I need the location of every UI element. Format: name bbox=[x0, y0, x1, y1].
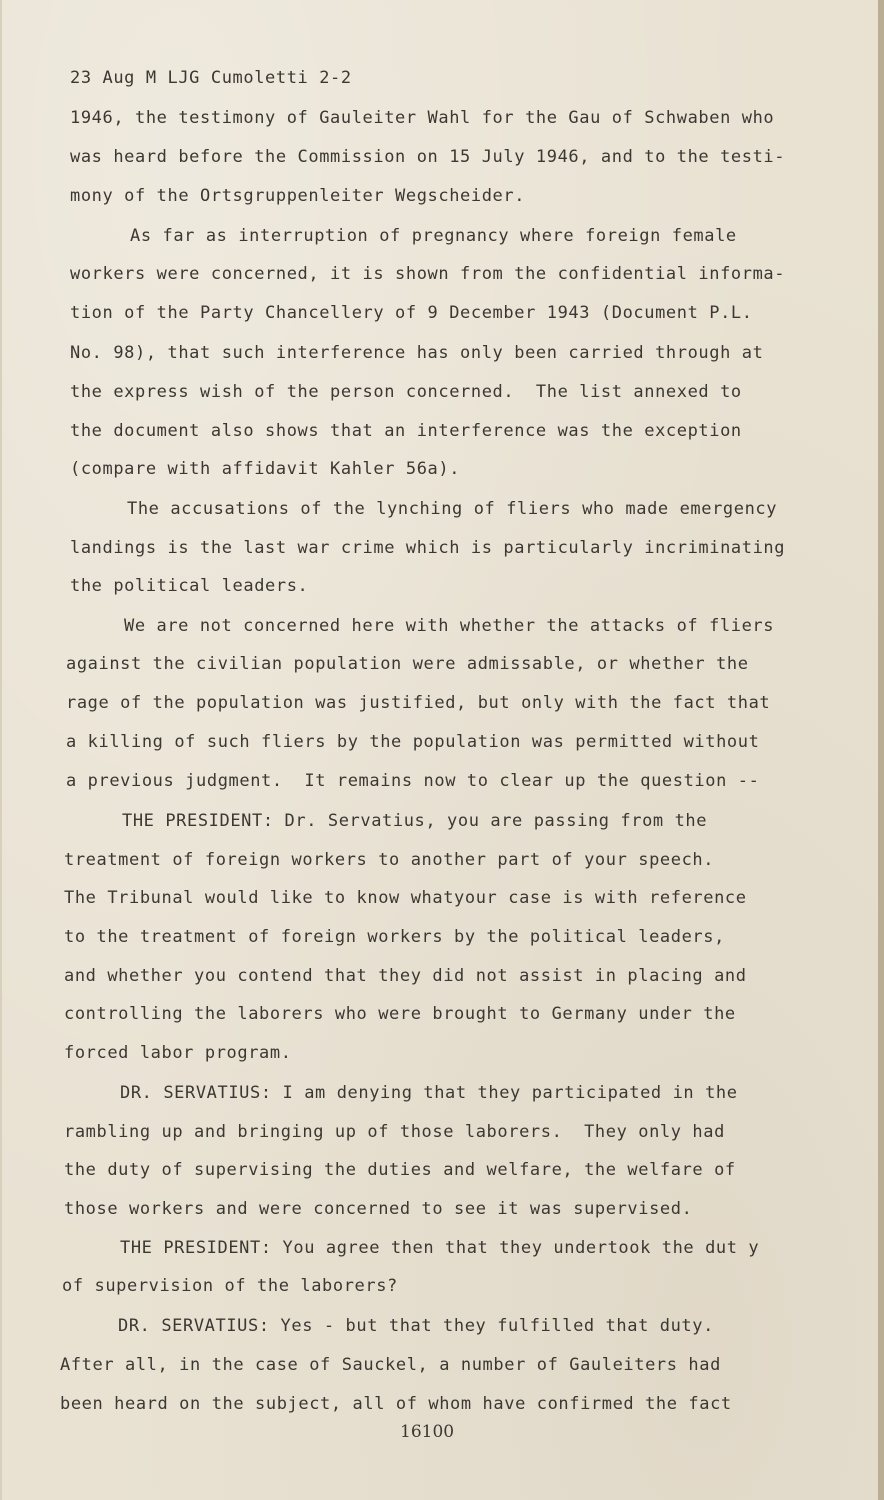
text-line: forced labor program. bbox=[64, 1043, 292, 1063]
text-line: 1946, the testimony of Gauleiter Wahl for the Gau of Schwaben who bbox=[70, 108, 775, 128]
text-line: of supervision of the laborers? bbox=[62, 1276, 398, 1296]
speaker-line: THE PRESIDENT: Dr. Servatius, you are passing from the bbox=[122, 811, 708, 831]
text-line: We are not concerned here with whether the attacks of fliers bbox=[124, 616, 775, 636]
text-line: controlling the laborers who were brought to Germany under the bbox=[64, 1004, 736, 1024]
text-line: the political leaders. bbox=[70, 576, 309, 596]
text-line: rage of the population was justified, but only with the fact that bbox=[66, 693, 771, 713]
text-line: been heard on the subject, all of whom have confirmed the fact bbox=[60, 1394, 732, 1414]
text-line: the duty of supervising the duties and welfare, the welfare of bbox=[64, 1160, 736, 1180]
text-line: and whether you contend that they did not assist in placing and bbox=[64, 966, 747, 986]
text-line: a killing of such fliers by the population was permitted without bbox=[66, 732, 760, 752]
text-line: workers were concerned, it is shown from the confidential informa- bbox=[70, 264, 786, 284]
text-line: treatment of foreign workers to another part of your speech. bbox=[64, 850, 715, 870]
text-line: No. 98), that such interference has only been carried through at bbox=[70, 343, 764, 363]
text-line: As far as interruption of pregnancy where foreign female bbox=[130, 226, 737, 246]
text-line: the document also shows that an interference was the exception bbox=[70, 421, 742, 441]
text-line: (compare with affidavit Kahler 56a). bbox=[70, 459, 461, 479]
text-line: a previous judgment. It remains now to clear up the question -- bbox=[66, 771, 760, 791]
text-line: After all, in the case of Sauckel, a number of Gauleiters had bbox=[60, 1355, 721, 1375]
speaker-line: DR. SERVATIUS: I am denying that they participated in the bbox=[120, 1083, 738, 1103]
speaker-line: THE PRESIDENT: You agree then that they undertook the dut y bbox=[120, 1238, 760, 1258]
speaker-line: DR. SERVATIUS: Yes - but that they fulfilled that duty. bbox=[118, 1316, 714, 1336]
text-line: landings is the last war crime which is particularly incriminating bbox=[70, 538, 786, 558]
text-line: to the treatment of foreign workers by the political leaders, bbox=[64, 927, 725, 947]
text-line: tion of the Party Chancellery of 9 December 1943 (Document P.L. bbox=[70, 303, 753, 323]
page-number: 16100 bbox=[400, 1422, 455, 1442]
text-line: The Tribunal would like to know whatyour case is with reference bbox=[64, 888, 747, 908]
page-header: 23 Aug M LJG Cumoletti 2-2 bbox=[70, 68, 352, 88]
text-line: against the civilian population were admissable, or whether the bbox=[66, 654, 749, 674]
text-line: was heard before the Commission on 15 July 1946, and to the testi- bbox=[70, 147, 786, 167]
text-line: mony of the Ortsgruppenleiter Wegscheider. bbox=[70, 186, 526, 206]
text-line: The accusations of the lynching of fliers who made emergency bbox=[127, 499, 778, 519]
text-line: those workers and were concerned to see it was supervised. bbox=[64, 1199, 693, 1219]
text-line: rambling up and bringing up of those laborers. They only had bbox=[64, 1122, 725, 1142]
text-line: the express wish of the person concerned. The list annexed to bbox=[70, 382, 742, 402]
